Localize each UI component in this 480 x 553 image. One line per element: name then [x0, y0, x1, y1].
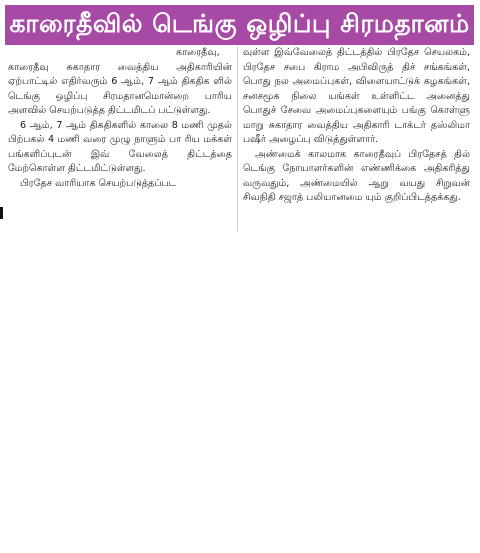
- article-left-column: [8, 46, 232, 191]
- page-edge-mark: [0, 207, 3, 219]
- paragraph-2: 6 ஆம், 7 ஆம் திகதிகளில் காலை 8 மணி முதல் பிற்பகல் 4 மணி வரை முழு நாளும் பா ரிய மக்கள் பங்களிப்புடன் இவ் வேலைத் திட்டத்தை மேற்கொள்ள திட்டமிட்டுள்ளது.: [8, 119, 232, 174]
- column-divider: [237, 46, 238, 231]
- paragraph-3: பிரதேச வாரியாக செயற்படுத்தப்பட: [20, 177, 177, 189]
- paragraph-4: வுள்ள இவ்வேலைத் திட்டத்தில் பிரதேச செயலகம், பிரதேச சபை கிராம அபிவிருத் திச் சங்கங்கள், பொது நல அமைப்புகள், விளையாட்டுக் கழகங்கள், சனசமூக நிலை யங்கள் உள்ளிட்ட அனைத்து பொதுச் சேவை அமைப்புகளையும் பங்கு கொள்ளு மாறு சுகாதார வைத்திய அதிகாரி டாக்டர் தஸ்லிமா பஷீர் அழைப்பு விடுத்துள்ளார்.: [243, 47, 470, 145]
- headline-banner: [5, 5, 474, 45]
- paragraph-5: அண்மைக் காலமாக காரைதீவுப் பிரதேசத் தில் டெங்கு நோயாளர்களின் எண்ணிக்கை அதிகரித்து வருவதும், அண்மையில் ஆறு வயது சிறுவன் சிவநிதி சஜாத் பலியானமை யும் குறிப்பிடத்தக்கது.: [243, 148, 470, 203]
- article-right-column: [243, 46, 470, 206]
- headline: காரைதீவில் டெங்கு ஒழிப்பு சிரமதானம்: [9, 8, 470, 38]
- paragraph-1: காரைதீவு, காரைதீவு சுகாதார வைத்திய அதிகாரியின் ஏற்பாட்டில் எதிர்வரும் 6 ஆம், 7 ஆம் திகதிக ளில் டெங்கு ஒழிப்பு சிரமதானமொன்றை பாரிய அளவில் செயற்படுத்த திட்டமிடப் பட்டுள்ளது.: [8, 47, 232, 116]
